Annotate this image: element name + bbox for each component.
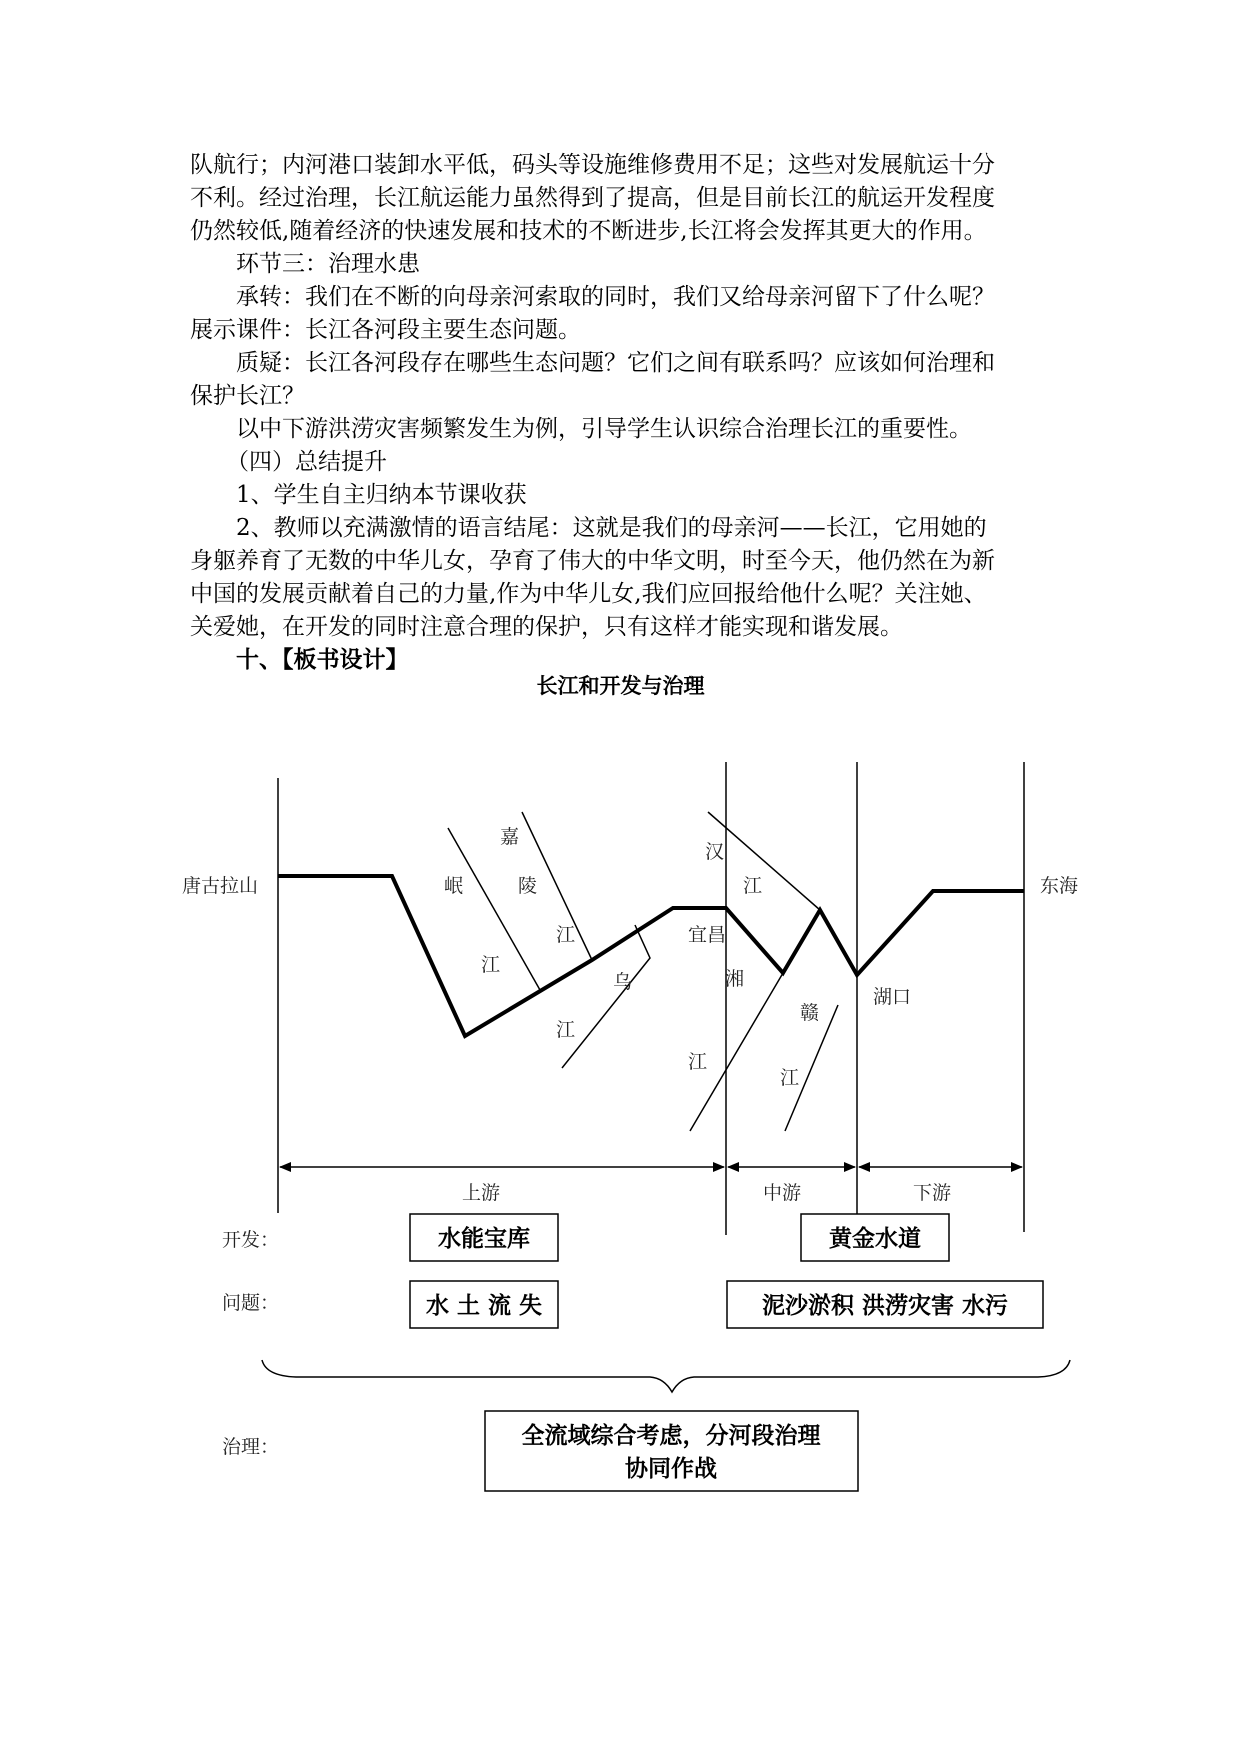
text-line: 队航行；内河港口装卸水平低，码头等设施维修费用不足；这些对发展航运十分 xyxy=(190,152,995,178)
text-line: 展示课件：长江各河段主要生态问题。 xyxy=(190,317,581,343)
row-label-governance: 治理： xyxy=(222,1436,280,1458)
place-label-hukou: 湖口 xyxy=(873,986,912,1008)
diagram-title: 长江和开发与治理 xyxy=(536,674,705,698)
yangtze-main-stream xyxy=(278,876,1024,1036)
row-label-development: 开发： xyxy=(222,1229,280,1251)
tributary-label-min: 江 xyxy=(481,954,501,976)
text-line: 中国的发展贡献着自己的力量,作为中华儿女,我们应回报给他什么呢？关注她、 xyxy=(190,581,987,607)
text-line: 2、教师以充满激情的语言结尾：这就是我们的母亲河——长江，它用她的 xyxy=(236,515,987,541)
tributary-label-han: 江 xyxy=(743,875,763,897)
box-governance-line1: 全流域综合考虑，分河段治理 xyxy=(521,1423,821,1449)
text-line: 关爱她，在开发的同时注意合理的保护，只有这样才能实现和谐发展。 xyxy=(190,614,903,640)
box-dev-upper-text: 水能宝库 xyxy=(438,1226,530,1252)
mouth-label: 东海 xyxy=(1040,875,1079,897)
text-line: 仍然较低,随着经济的快速发展和技术的不断进步,长江将会发挥其更大的作用。 xyxy=(190,218,987,244)
tributary-label-xiang: 江 xyxy=(688,1051,708,1073)
tributary-label-jialing: 江 xyxy=(556,924,576,946)
place-label-yichang: 宜昌 xyxy=(688,924,727,946)
text-line: 不利。经过治理，长江航运能力虽然得到了提高，但是目前长江的航运开发程度 xyxy=(190,185,995,211)
segment-label-lower: 下游 xyxy=(913,1182,952,1204)
box-prob-upper-text: 水 土 流 失 xyxy=(425,1293,543,1319)
text-line: 保护长江？ xyxy=(190,383,305,409)
tributary-label-min: 岷 xyxy=(444,875,464,897)
box-governance-line2: 协同作战 xyxy=(625,1456,717,1482)
text-line: 承转：我们在不断的向母亲河索取的同时，我们又给母亲河留下了什么呢？ xyxy=(236,284,995,310)
source-label: 唐古拉山 xyxy=(182,875,259,897)
tributary-label-wu: 乌 xyxy=(613,971,633,993)
text-line: 以中下游洪涝灾害频繁发生为例，引导学生认识综合治理长江的重要性。 xyxy=(236,416,972,442)
tributary-label-wu: 江 xyxy=(556,1019,576,1041)
box-dev-midlower-text: 黄金水道 xyxy=(829,1226,921,1252)
tributary-label-gan: 江 xyxy=(780,1067,800,1089)
text-line: 环节三：治理水患 xyxy=(236,251,420,277)
row-label-problems: 问题： xyxy=(222,1292,280,1314)
text-line: 质疑：长江各河段存在哪些生态问题？它们之间有联系吗？应该如何治理和 xyxy=(236,350,995,376)
tributary-label-han: 汉 xyxy=(705,841,725,863)
tributary-label-gan: 赣 xyxy=(800,1002,820,1024)
box-prob-midlower-text: 泥沙淤积 洪涝灾害 水污 xyxy=(761,1293,1009,1319)
segment-label-upper: 上游 xyxy=(462,1182,501,1204)
text-line: 身躯养育了无数的中华儿女，孕育了伟大的中华文明，时至今天，他仍然在为新 xyxy=(190,548,995,574)
tributary-han xyxy=(708,812,820,910)
text-line: （四）总结提升 xyxy=(226,449,387,475)
tributary-label-jialing: 嘉 xyxy=(500,826,520,848)
section-heading: 十、【板书设计】 xyxy=(236,647,409,673)
tributary-wu xyxy=(562,925,650,1068)
text-line: 1、学生自主归纳本节课收获 xyxy=(236,482,527,508)
grouping-brace xyxy=(262,1360,1070,1392)
segment-label-middle: 中游 xyxy=(763,1182,802,1204)
tributary-label-xiang: 湘 xyxy=(725,968,745,990)
tributary-label-jialing: 陵 xyxy=(518,875,538,897)
